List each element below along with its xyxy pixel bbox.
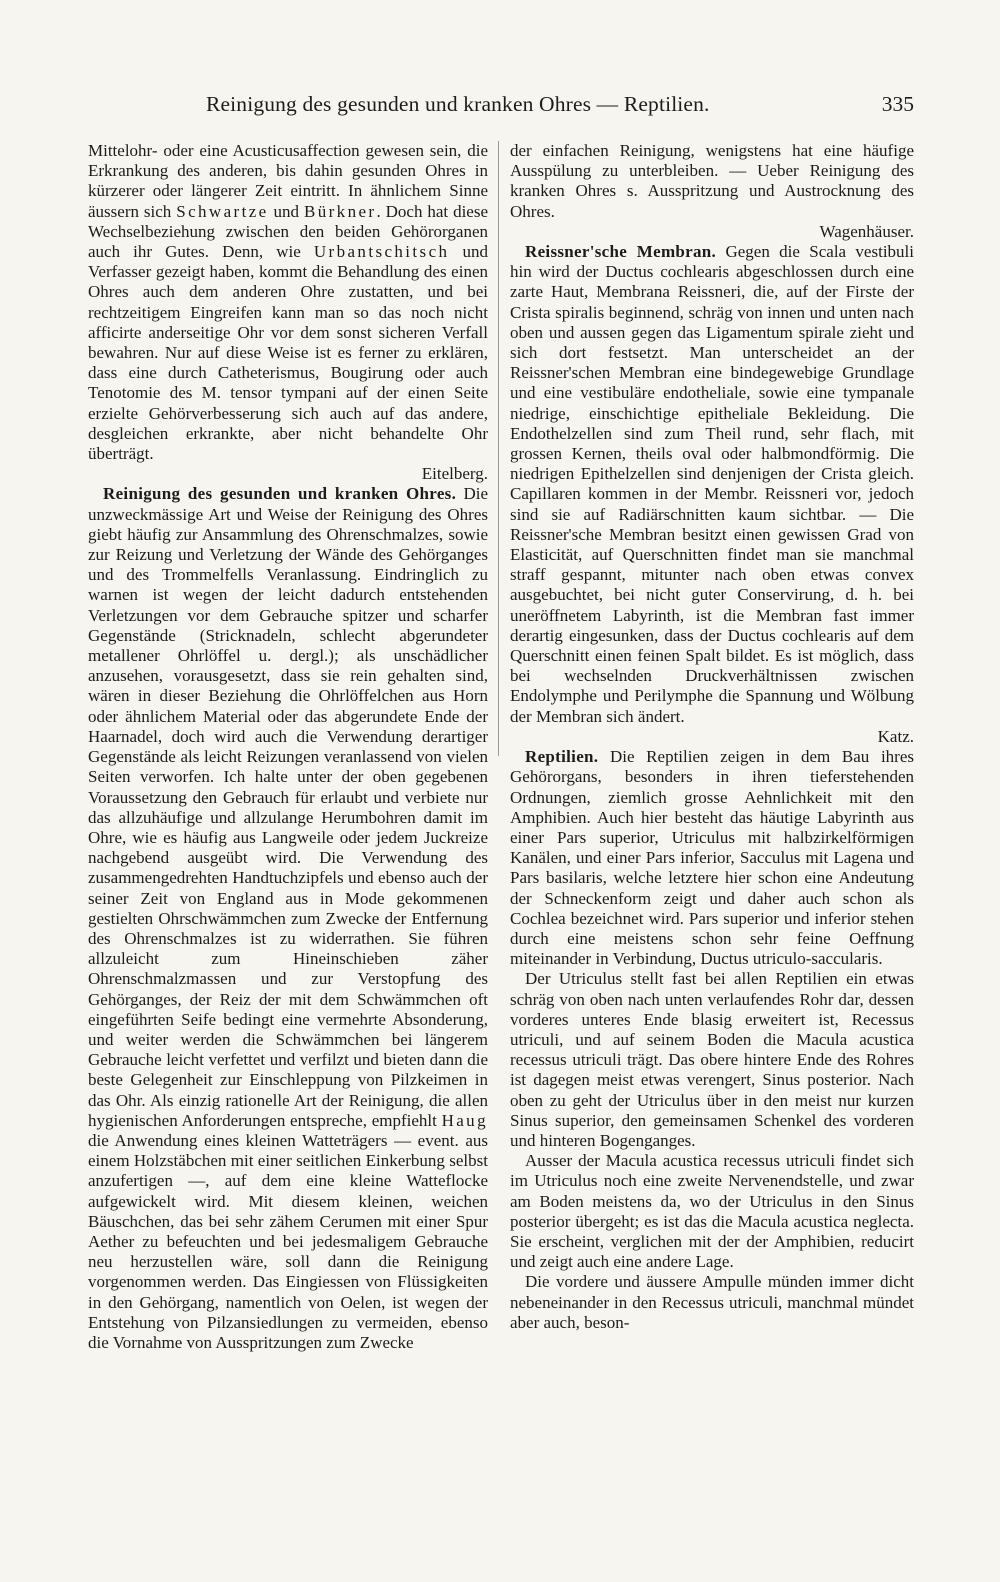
entry-reptilien: Reptilien. Die Reptilien zeigen in dem Bau ihres Gehörorgans, besonders in ihren tieferstehenden Ordnungen, ziemlich grosse Aehnlichkeit mit den Amphibien. Auch hier besteht das häutige Labyrinth aus einer Pars superior, Utriculus mit halbzirkelförmigen Kanälen, und einer Pars inferior, Sacculus mit Lagena und Pars basilaris, welche letztere hier schon eine Andeutung der Schneckenform zeigt und daher auch schon als Cochlea bezeichnet wird. Pars superior und inferior stehen durch eine meistens schon sehr feine Oeffnung miteinander in Verbindung, Ductus utriculo-saccularis. [510,747,914,969]
entry-reinigung: Reinigung des gesunden und kranken Ohres. Die unzweckmässige Art und Weise der Reinigung des Ohres giebt häufig zur Ansammlung des Ohrenschmalzes, sowie zur Reizung und Verletzung der Wände des Gehörganges und des Trommelfells Veranlassung. Eindringlich zu warnen ist wegen der leicht dadurch entstehenden Verletzungen vor dem Gebrauche spitzer und scharfer Gegenstände (Stricknadeln, schlecht abgerundeter metallener Ohrlöffel u. dergl.); als unschädlicher anzusehen, vorausgesetzt, dass sie rein gehalten sind, wären in dieser Beziehung die Ohrlöffelchen aus Horn oder ähnlichem Material oder das abgerundete Ende der Haarnadel, doch wird auch die Verwendung derartiger Gegenstände als leicht Reizungen veranlassend von vielen Seiten verworfen. Ich halte unter der oben gegebenen Voraussetzung den Gebrauch für erlaubt und verbiete nur das allzuhäufige und allzulange Herumbohren damit im Ohre, wie es häufig aus Langweile oder jedem Juckreize nachgebend ausgeübt wird. Die Verwendung des zusammengedrehten Handtuchzipfels und ebenso auch der seiner Zeit von England aus in Mode gekommenen gestielten Ohrschwämmchen zum Zwecke der Entfernung des Ohrenschmalzes ist zu widerrathen. Sie führen allzuleicht zum Hineinschieben zäher Ohrenschmalzmassen und zur Verstopfung des Gehörganges, der Reiz der mit dem Schwämmchen oft eingeführten Seife bedingt eine vermehrte Absonderung, und weiter werden die Schwämmchen bei längerem Gebrauche leicht verfettet und verfilzt und bieten dann die beste Gelegenheit zur Einschleppung von Pilzkeimen in das Ohr. Als einzig rationelle Art der Reinigung, die allen hygienischen Anforderungen entspreche, empfiehlt Haug die Anwendung eines kleinen Watteträgers — event. aus einem Holzstäbchen mit einer seitlichen Einkerbung selbst anzufertigen —, auf dem eine kleine Watteflocke aufgewickelt wird. Mit diesem kleinen, weichen Bäuschchen, das bei sehr zähem Cerumen mit einer Spur Aether zu befeuchten und bei jedesmaligem Gebrauche neu herzustellen wäre, soll dann die Reinigung vorgenommen werden. Das Eingiessen von Flüssigkeiten in den Gehörgang, namentlich von Oelen, ist wegen der Entstehung von Pilzansiedlungen zu vermeiden, ebenso die Vornahme von Ausspritzungen zum Zwecke [88,484,488,1352]
left-column [88,141,488,1353]
paragraph-utriculus: Der Utriculus stellt fast bei allen Reptilien ein etwas schräg von oben nach unten verlaufendes Rohr dar, dessen vorderes unteres Ende blasig erweitert ist, Recessus utriculi, und auf seinem Boden die Macula acustica recessus utriculi trägt. Das obere hintere Ende des Rohres ist dagegen meist etwas verengert, Sinus posterior. Nach oben zu geht der Utriculus über in den meist nur kurzen Sinus superior, den gemeinsamen Schenkel des vorderen und hinteren Bogenganges. [510,969,914,1150]
page-header [88,92,914,122]
author-name: Urbantschitsch [313,242,450,262]
column-divider [498,141,499,756]
entry-heading: Reinigung des gesunden und kranken Ohres. [103,484,457,504]
author-name: Haug [441,1110,488,1130]
right-column [510,141,914,1333]
paragraph-macula: Ausser der Macula acustica recessus utriculi findet sich im Utriculus noch eine zweite Nervenendstelle, und zwar am Boden meistens da, wo der Utriculus in den Sinus posterior übergeht; es ist das die Macula acustica neglecta. Sie erscheint, verglichen mit der der Amphibien, reducirt und zeigt auch eine andere Lage. [510,1151,914,1272]
entry-heading: Reissner'sche Membran. [525,242,717,262]
signature-katz: Katz. [877,726,914,746]
paragraph-continuation: der einfachen Reinigung, wenigstens hat eine häufige Ausspülung zu unterbleiben. — Ueber Reinigung des kranken Ohres s. Ausspritzung und Austrocknung des Ohres. [510,141,914,221]
page-number: 335 [881,92,914,116]
author-name: Bürkner [303,201,377,221]
running-head: Reinigung des gesunden und kranken Ohres — Reptilien. [206,92,710,116]
entry-heading: Reptilien. [525,747,599,767]
paragraph-ear-interrelation: Mittelohr- oder eine Acusticusaffection gewesen sein, die Erkrankung des anderen, bis dahin gesunden Ohres in kürzerer oder längerer Zeit eintritt. In ähnlichem Sinne äussern sich Schwartze und Bürkner. Doch hat diese Wechselbeziehung zwischen den beiden Gehörorganen auch ihr Gutes. Denn, wie Urbantschitsch und Verfasser gezeigt haben, kommt die Behandlung des einen Ohres auch dem anderen Ohre zustatten, und bei rechtzeitigem Eingreifen kann man so das noch nicht afficirte anderseitige Ohr vor dem sonst sicheren Verfall bewahren. Nur auf diese Weise ist es ferner zu erklären, dass eine durch Catheterismus, Bougirung oder auch Tenotomie des M. tensor tympani auf der einen Seite erzielte Gehörverbesserung sich auch auf das andere, desgleichen erkrankte, aber nicht behandelte Ohr überträgt. [88,141,489,464]
author-name: Schwartze [176,201,269,221]
signature-wagenhaeuser: Wagenhäuser. [819,221,914,241]
signature-eitelberg: Eitelberg. [421,464,488,484]
paragraph-ampulle: Die vordere und äussere Ampulle münden immer dicht nebeneinander in den Recessus utriculi, manchmal mündet aber auch, beson- [510,1272,914,1332]
entry-reissner-membran: Reissner'sche Membran. Gegen die Scala vestibuli hin wird der Ductus cochlearis abgeschlossen durch eine zarte Haut, Membrana Reissneri, die, auf der Firste der Crista spiralis beginnend, schräg von innen und unten nach oben und aussen gegen das Ligamentum spirale zieht und sich dort festsetzt. Man unterscheidet an der Reissner'schen Membran eine bindegewebige Grundlage und eine vestibuläre endotheliale, sowie eine tympanale niedrige, einschichtige epitheliale Bekleidung. Die Endothelzellen sind zum Theil rund, sehr flach, mit grossen Kernen, theils oval oder halbmondförmig. Die niedrigen Epithelzellen sind denjenigen der Crista gleich. Capillaren kommen in der Membr. Reissneri vor, jedoch sind sie auf Radiärschnitten kaum sichtbar. — Die Reissner'sche Membran besitzt einen gewissen Grad von Elasticität, auf Querschnitten findet man sie manchmal straff gespannt, mitunter nach oben etwas convex ausgebuchtet, bei nicht guter Conservirung, d. h. bei uneröffnetem Labyrinth, ist die Membran fast immer derartig eingesunken, dass der Ductus cochlearis auf dem Querschnitt einen feinen Spalt bildet. Es ist möglich, dass bei wechselnden Druckverhältnissen zwischen Endolymphe und Perilymphe die Spannung und Wölbung der Membran sich ändert. [510,242,914,726]
